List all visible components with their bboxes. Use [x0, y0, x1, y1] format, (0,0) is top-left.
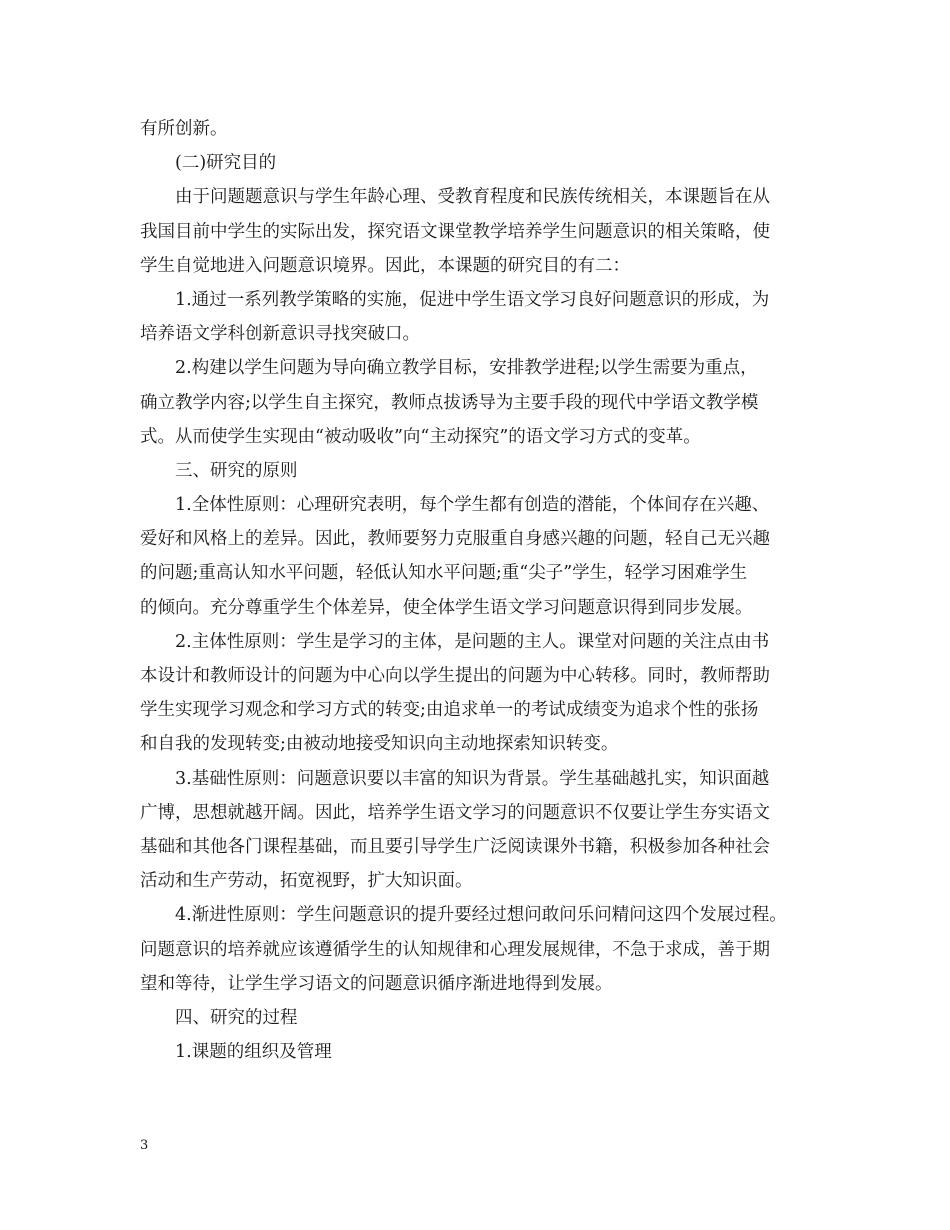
body-line: 2.构建以学生问题为导向确立教学目标，安排教学进程;以学生需要为重点， [175, 358, 758, 379]
subsection-heading: 1.课题的组织及管理 [175, 1042, 332, 1063]
body-line: 确立教学内容;以学生自主探究，教师点拔诱导为主要手段的现代中学语文教学模 [140, 392, 759, 413]
body-line: 2.主体性原则：学生是学习的主体，是问题的主人。课堂对问题的关注点由书 [175, 631, 770, 652]
body-line: 我国目前中学生的实际出发，探究语文课堂教学培养学生问题意识的相关策略，使 [140, 221, 770, 242]
body-line: 本设计和教师设计的问题为中心向以学生提出的问题为中心转移。同时，教师帮助 [140, 666, 770, 686]
body-line: 活动和生产劳动，拓宽视野，扩大知识面。 [140, 871, 473, 892]
body-line: 问题意识的培养就应该遵循学生的认知规律和心理发展规律，不急于求成，善于期 [140, 939, 770, 960]
body-line: 式。从而使学生实现由“被动吸收”向“主动探究”的语文学习方式的变革。 [140, 426, 701, 447]
body-line: 的倾向。充分尊重学生个体差异，使全体学生语文学习问题意识得到同步发展。 [140, 597, 753, 618]
body-line: 1.通过一系列教学策略的实施，促进中学生语文学习良好问题意识的形成，为 [175, 289, 770, 310]
body-line: 培养语文学科创新意识寻找突破口。 [140, 324, 420, 345]
body-line: 望和等待，让学生学习语文的问题意识循序渐进地得到发展。 [140, 973, 613, 994]
body-line: 爱好和风格上的差异。因此，教师要努力克服重自身感兴趣的问题，轻自己无兴趣 [140, 529, 770, 550]
body-line: 4.渐进性原则：学生问题意识的提升要经过想问敢问乐问精问这四个发展过程。 [175, 905, 787, 926]
section-heading: 四、研究的过程 [175, 1007, 298, 1028]
document-body [140, 112, 820, 1069]
page-number: 3 [140, 1138, 149, 1153]
section-heading: (二)研究目的 [175, 153, 277, 174]
body-line: 的问题;重高认知水平问题，轻低认知水平问题;重“尖子”学生，轻学习困难学生 [140, 563, 748, 584]
body-line: 和自我的发现转变;由被动地接受知识向主动地探索知识转变。 [140, 734, 619, 755]
body-line: 3.基础性原则：问题意识要以丰富的知识为背景。学生基础越扎实，知识面越 [175, 768, 770, 789]
body-line: 学生自觉地进入问题意识境界。因此，本课题的研究目的有二： [140, 255, 630, 276]
body-line: 学生实现学习观念和学习方式的转变;由追求单一的考试成绩变为追求个性的张扬 [140, 700, 759, 721]
body-line: 有所创新。 [140, 119, 228, 139]
body-line: 基础和其他各门课程基础，而且要引导学生广泛阅读课外书籍，积极参加各种社会 [140, 836, 770, 857]
body-line: 由于问题题意识与学生年龄心理、受教育程度和民族传统相关，本课题旨在从 [175, 187, 770, 208]
body-line: 广博，思想就越开阔。因此，培养学生语文学习的问题意识不仅要让学生夯实语文 [140, 802, 770, 823]
body-line: 1.全体性原则：心理研究表明，每个学生都有创造的潜能，个体间存在兴趣、 [175, 495, 770, 516]
section-heading: 三、研究的原则 [175, 460, 298, 481]
